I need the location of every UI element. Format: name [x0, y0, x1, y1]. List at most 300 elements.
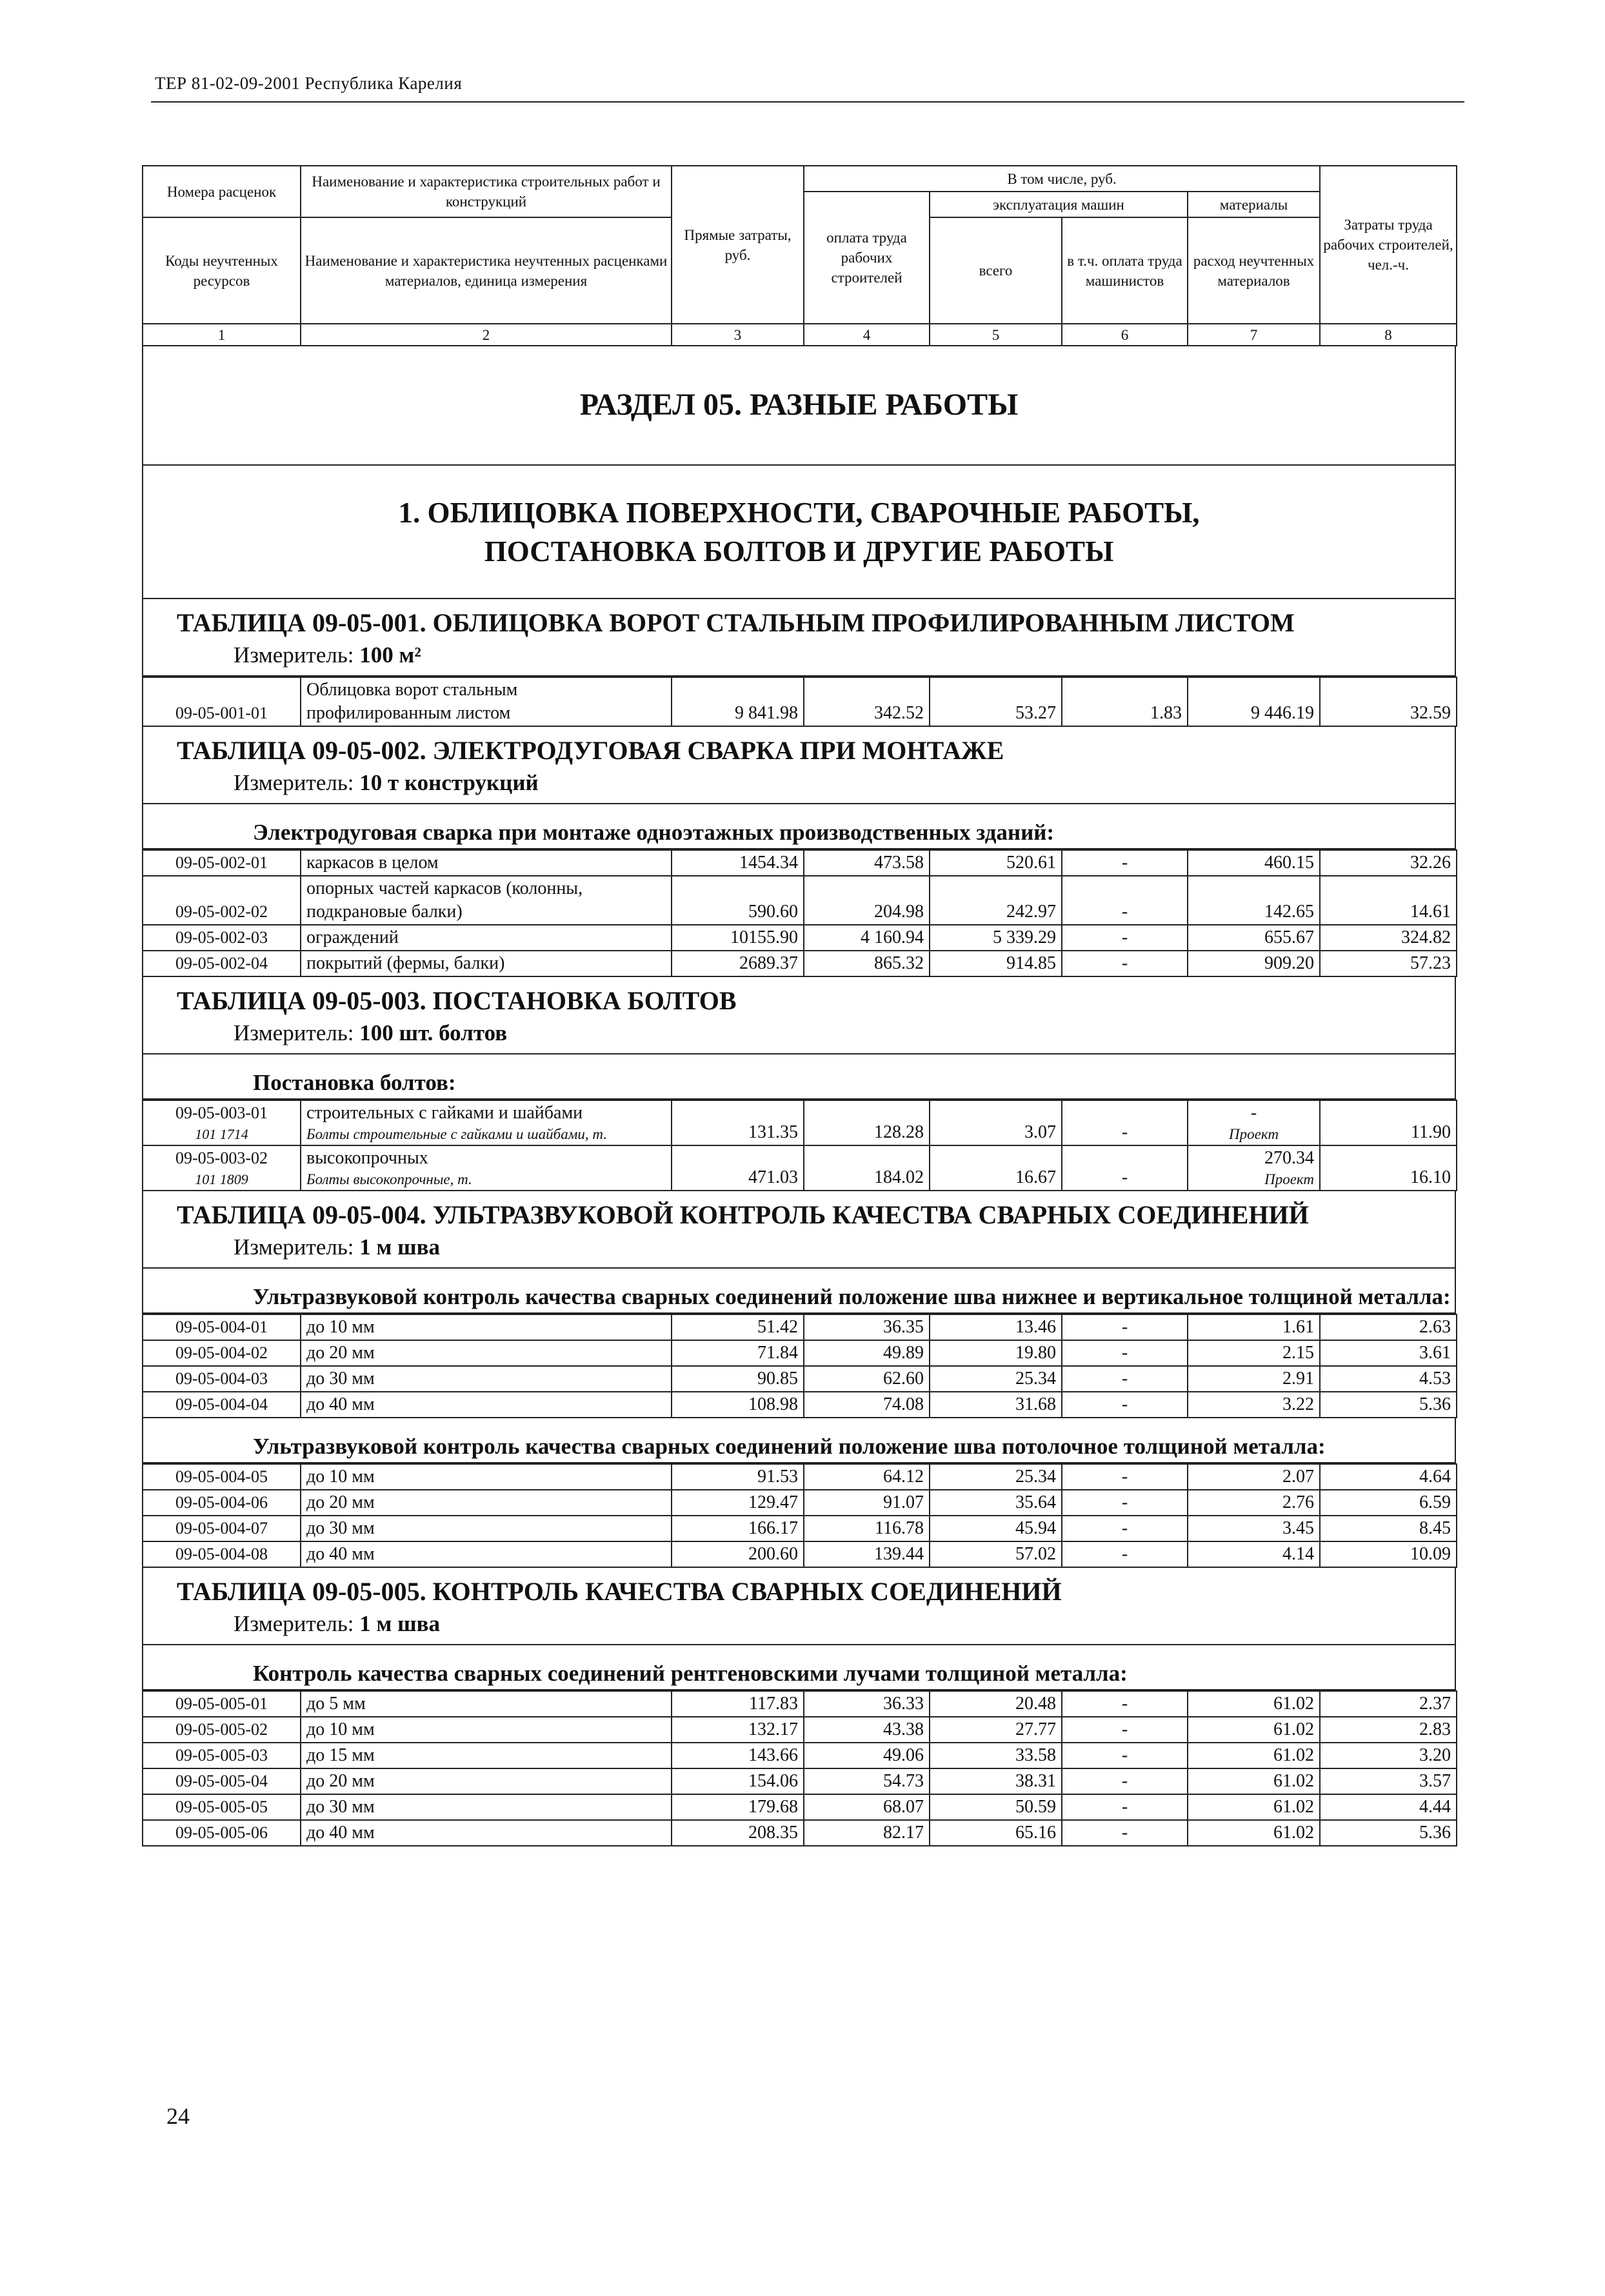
- work-name-value: опорных частей каркасов (колонны, подкрановые балки): [306, 878, 583, 922]
- worker-wages-value: 68.07: [883, 1797, 924, 1817]
- header-col3: Прямые затраты, руб.: [672, 166, 804, 324]
- work-name: [301, 925, 672, 951]
- work-name: [301, 850, 672, 876]
- direct-costs: [672, 1820, 804, 1846]
- machinist-wages-value: -: [1121, 953, 1128, 973]
- work-name-value: до 20 мм: [306, 1771, 375, 1791]
- work-name: [301, 677, 672, 726]
- machinist-wages-value: -: [1121, 1544, 1128, 1564]
- labor-hours-value: 4.44: [1419, 1797, 1451, 1817]
- labor-hours: [1320, 850, 1457, 876]
- worker-wages-value: 865.32: [874, 953, 924, 973]
- rate-code: [143, 1691, 301, 1717]
- worker-wages: [804, 1464, 930, 1490]
- work-name-value: до 10 мм: [306, 1317, 375, 1337]
- rate-code-value: 09-05-004-06: [175, 1493, 268, 1512]
- meter-label: Измеритель:: [234, 1611, 354, 1636]
- work-name: [301, 1516, 672, 1541]
- subsection-title: [142, 466, 1456, 599]
- machine-costs-value: 25.34: [1015, 1369, 1056, 1389]
- machine-costs-value: 5 339.29: [993, 927, 1056, 947]
- table-row: [143, 876, 1457, 925]
- machinist-wages: [1062, 1100, 1188, 1145]
- table-row: [143, 1392, 1457, 1418]
- machinist-wages: [1062, 1464, 1188, 1490]
- table-row: [143, 1464, 1457, 1490]
- rate-code-value: 09-05-005-03: [175, 1746, 268, 1765]
- meter-line: [142, 1231, 1456, 1269]
- labor-hours-value: 2.37: [1419, 1694, 1451, 1714]
- labor-hours: [1320, 1490, 1457, 1516]
- rate-code-value: 09-05-005-02: [175, 1720, 268, 1739]
- section-title: РАЗДЕЛ 05. РАЗНЫЕ РАБОТЫ: [142, 345, 1456, 466]
- header-group: В том числе, руб.: [804, 166, 1320, 192]
- labor-hours: [1320, 1100, 1457, 1145]
- table-row: [143, 1768, 1457, 1794]
- direct-costs: [672, 1794, 804, 1820]
- machinist-wages: [1062, 951, 1188, 976]
- meter-label: Измеритель:: [234, 1234, 354, 1260]
- direct-costs: [672, 1743, 804, 1768]
- machine-costs: [930, 1768, 1062, 1794]
- machine-costs: [930, 925, 1062, 951]
- work-name-value: до 10 мм: [306, 1467, 375, 1487]
- material-costs-value: 61.02: [1273, 1771, 1314, 1791]
- worker-wages-value: 74.08: [883, 1394, 924, 1414]
- group-heading: Контроль качества сварных соединений рентгеновскими лучами толщиной металла:: [142, 1645, 1456, 1690]
- labor-hours: [1320, 1464, 1457, 1490]
- meter-line: [142, 639, 1456, 677]
- machine-costs: [930, 1717, 1062, 1743]
- material-costs: [1188, 876, 1320, 925]
- rate-code: [143, 1366, 301, 1392]
- header-num: 4: [804, 324, 930, 346]
- running-head: ТЕР 81-02-09-2001 Республика Карелия: [155, 74, 463, 93]
- rate-code: [143, 1768, 301, 1794]
- worker-wages: [804, 1366, 930, 1392]
- rate-code: [143, 1490, 301, 1516]
- work-name-value: высокопрочных: [306, 1148, 428, 1168]
- labor-hours-value: 11.90: [1411, 1122, 1451, 1142]
- labor-hours-value: 2.63: [1419, 1317, 1451, 1337]
- material-costs: [1188, 1366, 1320, 1392]
- work-name-value: ограждений: [306, 927, 399, 947]
- rates-table: [142, 849, 1457, 977]
- work-name-value: до 20 мм: [306, 1492, 375, 1512]
- material-costs-value: 142.65: [1264, 902, 1314, 922]
- worker-wages: [804, 1794, 930, 1820]
- worker-wages: [804, 1691, 930, 1717]
- work-name: [301, 1768, 672, 1794]
- direct-costs: [672, 1392, 804, 1418]
- labor-hours-value: 2.83: [1419, 1719, 1451, 1739]
- rate-code-value: 09-05-004-08: [175, 1545, 268, 1563]
- rate-code-value: 09-05-003-02: [175, 1149, 268, 1167]
- machine-costs-value: 57.02: [1015, 1544, 1056, 1564]
- table-title: ТАБЛИЦА 09-05-001. ОБЛИЦОВКА ВОРОТ СТАЛЬНЫМ ПРОФИЛИРОВАННЫМ ЛИСТОМ: [142, 599, 1456, 639]
- labor-hours: [1320, 876, 1457, 925]
- rate-code-value: 09-05-001-01: [175, 704, 268, 722]
- header-col1-bottom: Коды неучтенных ресурсов: [143, 217, 301, 324]
- subsection-title-text: 1. ОБЛИЦОВКА ПОВЕРХНОСТИ, СВАРОЧНЫЕ РАБОТЫ, ПОСТАНОВКА БОЛТОВ И ДРУГИЕ РАБОТЫ: [398, 496, 1200, 568]
- machinist-wages-value: -: [1121, 1518, 1128, 1538]
- table-title: ТАБЛИЦА 09-05-004. УЛЬТРАЗВУКОВОЙ КОНТРОЛЬ КАЧЕСТВА СВАРНЫХ СОЕДИНЕНИЙ: [142, 1191, 1456, 1231]
- table-row: [143, 1490, 1457, 1516]
- labor-hours: [1320, 1717, 1457, 1743]
- direct-costs: [672, 1717, 804, 1743]
- header-col1-top: Номера расценок: [143, 166, 301, 217]
- material-costs-value: 909.20: [1264, 953, 1314, 973]
- meter-line: [142, 1608, 1456, 1645]
- worker-wages-value: 49.89: [883, 1343, 924, 1363]
- direct-costs: [672, 951, 804, 976]
- material-costs: [1188, 1768, 1320, 1794]
- machine-costs: [930, 677, 1062, 726]
- direct-costs: [672, 1464, 804, 1490]
- material-costs: [1188, 1794, 1320, 1820]
- machine-costs-value: 53.27: [1015, 703, 1056, 723]
- direct-costs-value: 90.85: [757, 1369, 798, 1389]
- machine-costs: [930, 1820, 1062, 1846]
- table-row: [143, 1366, 1457, 1392]
- table-row: [143, 1314, 1457, 1340]
- labor-hours: [1320, 925, 1457, 951]
- machine-costs: [930, 1314, 1062, 1340]
- direct-costs: [672, 1490, 804, 1516]
- machine-costs-value: 914.85: [1006, 953, 1056, 973]
- work-name: [301, 1743, 672, 1768]
- work-name: [301, 1717, 672, 1743]
- material-costs: [1188, 951, 1320, 976]
- machine-costs-value: 242.97: [1006, 902, 1056, 922]
- rate-code-value: 09-05-005-04: [175, 1772, 268, 1790]
- work-name-value: до 30 мм: [306, 1518, 375, 1538]
- work-name: [301, 1490, 672, 1516]
- material-costs-value: 61.02: [1273, 1745, 1314, 1765]
- material-costs: [1188, 850, 1320, 876]
- machinist-wages: [1062, 1392, 1188, 1418]
- labor-hours-value: 4.53: [1419, 1369, 1451, 1389]
- rate-code-value: 09-05-005-05: [175, 1797, 268, 1816]
- machine-costs-value: 33.58: [1015, 1745, 1056, 1765]
- worker-wages: [804, 1541, 930, 1567]
- machine-costs-value: 25.34: [1015, 1467, 1056, 1487]
- worker-wages: [804, 1743, 930, 1768]
- rate-code: [143, 850, 301, 876]
- table-row: [143, 677, 1457, 726]
- table-row: [143, 1340, 1457, 1366]
- material-costs-value: 4.14: [1282, 1544, 1314, 1564]
- resource-code: 101 1809: [195, 1171, 248, 1187]
- machine-costs: [930, 1516, 1062, 1541]
- direct-costs: [672, 1314, 804, 1340]
- direct-costs-value: 132.17: [748, 1719, 798, 1739]
- rate-code-value: 09-05-003-01: [175, 1103, 268, 1122]
- material-costs: [1188, 1516, 1320, 1541]
- worker-wages: [804, 1100, 930, 1145]
- header-col2-top: Наименование и характеристика строительных работ и конструкций: [301, 166, 672, 217]
- meter-label: Измеритель:: [234, 770, 354, 795]
- worker-wages-value: 91.07: [883, 1492, 924, 1512]
- labor-hours-value: 16.10: [1410, 1167, 1451, 1187]
- material-costs: [1188, 1340, 1320, 1366]
- material-costs: [1188, 1717, 1320, 1743]
- worker-wages-value: 139.44: [874, 1544, 924, 1564]
- labor-hours-value: 6.59: [1419, 1492, 1451, 1512]
- header-materials: материалы: [1188, 192, 1320, 217]
- machinist-wages-value: -: [1121, 1167, 1128, 1187]
- work-name-value: до 15 мм: [306, 1745, 375, 1765]
- rate-code: [143, 1541, 301, 1567]
- meter-line: [142, 1017, 1456, 1054]
- work-name: [301, 1314, 672, 1340]
- machine-costs: [930, 1541, 1062, 1567]
- machinist-wages: [1062, 1717, 1188, 1743]
- table-row: [143, 1541, 1457, 1567]
- machinist-wages-value: -: [1121, 902, 1128, 922]
- table-row: [143, 1145, 1457, 1191]
- machine-costs: [930, 951, 1062, 976]
- worker-wages: [804, 1820, 930, 1846]
- worker-wages-value: 36.35: [883, 1317, 924, 1337]
- direct-costs-value: 143.66: [748, 1745, 798, 1765]
- worker-wages-value: 128.28: [874, 1122, 924, 1142]
- table-row: [143, 1100, 1457, 1145]
- worker-wages: [804, 951, 930, 976]
- machine-costs-value: 45.94: [1015, 1518, 1056, 1538]
- worker-wages-value: 184.02: [874, 1167, 924, 1187]
- worker-wages: [804, 677, 930, 726]
- header-col7: расход неучтенных материалов: [1188, 217, 1320, 324]
- machinist-wages-value: -: [1121, 1369, 1128, 1389]
- work-name: [301, 1691, 672, 1717]
- group-heading: Постановка болтов:: [142, 1054, 1456, 1100]
- material-costs-value: 2.76: [1282, 1492, 1314, 1512]
- direct-costs-value: 2689.37: [739, 953, 798, 973]
- rate-code: [143, 1794, 301, 1820]
- material-costs: [1188, 1100, 1320, 1145]
- machinist-wages: [1062, 1541, 1188, 1567]
- machinist-wages: [1062, 1794, 1188, 1820]
- table-title: ТАБЛИЦА 09-05-005. КОНТРОЛЬ КАЧЕСТВА СВАРНЫХ СОЕДИНЕНИЙ: [142, 1568, 1456, 1608]
- direct-costs-value: 9 841.98: [735, 703, 798, 723]
- machine-costs: [930, 1691, 1062, 1717]
- direct-costs: [672, 1366, 804, 1392]
- header-num: 2: [301, 324, 672, 346]
- work-name: [301, 876, 672, 925]
- worker-wages: [804, 925, 930, 951]
- rate-code: [143, 1820, 301, 1846]
- rate-code: [143, 925, 301, 951]
- direct-costs-value: 179.68: [748, 1797, 798, 1817]
- labor-hours: [1320, 1340, 1457, 1366]
- machine-costs: [930, 1743, 1062, 1768]
- work-name: [301, 951, 672, 976]
- machine-costs: [930, 1366, 1062, 1392]
- worker-wages-value: 204.98: [874, 902, 924, 922]
- labor-hours: [1320, 1516, 1457, 1541]
- worker-wages: [804, 1145, 930, 1191]
- material-costs-value: 9 446.19: [1251, 703, 1314, 723]
- group-heading: Ультразвуковой контроль качества сварных соединений положение шва потолочное толщиной металла:: [142, 1418, 1456, 1463]
- work-name-value: до 40 мм: [306, 1394, 375, 1414]
- table-title: ТАБЛИЦА 09-05-002. ЭЛЕКТРОДУГОВАЯ СВАРКА ПРИ МОНТАЖЕ: [142, 727, 1456, 767]
- direct-costs: [672, 1145, 804, 1191]
- rates-table: [142, 1463, 1457, 1568]
- material-costs: [1188, 1820, 1320, 1846]
- resource-name: Болты высокопрочные, т.: [306, 1171, 472, 1187]
- meter-value: 1 м шва: [359, 1234, 441, 1260]
- meter-line: [142, 767, 1456, 804]
- work-name-value: до 30 мм: [306, 1797, 375, 1817]
- machine-costs: [930, 1100, 1062, 1145]
- work-name: [301, 1366, 672, 1392]
- direct-costs-value: 129.47: [748, 1492, 798, 1512]
- header-num: 5: [930, 324, 1062, 346]
- machinist-wages: [1062, 925, 1188, 951]
- direct-costs-value: 117.83: [749, 1694, 798, 1714]
- work-name: [301, 1145, 672, 1191]
- material-costs-value: 655.67: [1264, 927, 1314, 947]
- table-row: [143, 1794, 1457, 1820]
- meter-value: 100 м²: [359, 642, 421, 668]
- direct-costs: [672, 1768, 804, 1794]
- worker-wages: [804, 1717, 930, 1743]
- worker-wages: [804, 1516, 930, 1541]
- material-costs: [1188, 1392, 1320, 1418]
- direct-costs-value: 131.35: [748, 1122, 798, 1142]
- machinist-wages: [1062, 1516, 1188, 1541]
- labor-hours: [1320, 1794, 1457, 1820]
- machinist-wages: [1062, 850, 1188, 876]
- table-row: [143, 1516, 1457, 1541]
- rate-code-value: 09-05-002-01: [175, 853, 268, 872]
- work-name: [301, 1464, 672, 1490]
- column-header-table: [142, 165, 1457, 346]
- material-costs-value: 2.15: [1282, 1343, 1314, 1363]
- work-name-value: до 10 мм: [306, 1719, 375, 1739]
- machine-costs-value: 35.64: [1015, 1492, 1056, 1512]
- machinist-wages-value: -: [1121, 1745, 1128, 1765]
- labor-hours-value: 8.45: [1419, 1518, 1451, 1538]
- header-col8: Затраты труда рабочих строителей, чел.-ч.: [1320, 166, 1457, 324]
- material-costs: [1188, 1490, 1320, 1516]
- worker-wages: [804, 1314, 930, 1340]
- machinist-wages-value: -: [1121, 1719, 1128, 1739]
- material-costs-value: 2.07: [1282, 1467, 1314, 1487]
- meter-label: Измеритель:: [234, 1020, 354, 1045]
- machinist-wages-value: -: [1121, 1122, 1128, 1142]
- machinist-wages-value: 1.83: [1150, 703, 1182, 723]
- labor-hours-value: 3.57: [1419, 1771, 1451, 1791]
- labor-hours: [1320, 1541, 1457, 1567]
- rate-code: [143, 1100, 301, 1145]
- labor-hours: [1320, 1314, 1457, 1340]
- main-content: [142, 345, 1456, 1846]
- work-name-value: до 30 мм: [306, 1369, 375, 1389]
- group-heading: Электродуговая сварка при монтаже одноэтажных производственных зданий:: [142, 804, 1456, 849]
- labor-hours-value: 32.59: [1410, 703, 1451, 723]
- machine-costs: [930, 876, 1062, 925]
- page-number: 24: [166, 2103, 190, 2129]
- direct-costs-value: 154.06: [748, 1771, 798, 1791]
- labor-hours: [1320, 1768, 1457, 1794]
- machinist-wages-value: -: [1121, 1797, 1128, 1817]
- work-name-value: до 5 мм: [306, 1694, 366, 1714]
- direct-costs: [672, 677, 804, 726]
- material-costs-value: 3.45: [1282, 1518, 1314, 1538]
- labor-hours: [1320, 951, 1457, 976]
- machinist-wages: [1062, 876, 1188, 925]
- machinist-wages-value: -: [1121, 1317, 1128, 1337]
- header-num: 8: [1320, 324, 1457, 346]
- header-rule: [151, 101, 1464, 103]
- labor-hours: [1320, 1145, 1457, 1191]
- machinist-wages-value: -: [1121, 1492, 1128, 1512]
- material-costs: [1188, 1145, 1320, 1191]
- rate-code-value: 09-05-004-02: [175, 1343, 268, 1362]
- work-name: [301, 1100, 672, 1145]
- table-row: [143, 1717, 1457, 1743]
- machinist-wages: [1062, 1145, 1188, 1191]
- machinist-wages: [1062, 1768, 1188, 1794]
- labor-hours: [1320, 677, 1457, 726]
- rate-code: [143, 876, 301, 925]
- machinist-wages: [1062, 677, 1188, 726]
- material-costs-value: 3.22: [1282, 1394, 1314, 1414]
- table-title: ТАБЛИЦА 09-05-003. ПОСТАНОВКА БОЛТОВ: [142, 977, 1456, 1017]
- header-col5: всего: [930, 217, 1062, 324]
- rate-code: [143, 1340, 301, 1366]
- worker-wages: [804, 876, 930, 925]
- machine-costs-value: 520.61: [1006, 853, 1056, 873]
- material-costs-value: 460.15: [1264, 853, 1314, 873]
- labor-hours-value: 3.20: [1419, 1745, 1451, 1765]
- labor-hours-value: 5.36: [1419, 1823, 1451, 1843]
- machine-costs-value: 20.48: [1015, 1694, 1056, 1714]
- worker-wages-value: 64.12: [883, 1467, 924, 1487]
- rate-code-value: 09-05-002-02: [175, 902, 268, 921]
- material-costs: [1188, 925, 1320, 951]
- machine-costs-value: 27.77: [1015, 1719, 1056, 1739]
- work-name: [301, 1794, 672, 1820]
- machine-costs-value: 19.80: [1015, 1343, 1056, 1363]
- material-costs-value: 270.34: [1264, 1148, 1314, 1168]
- rate-code-value: 09-05-004-05: [175, 1467, 268, 1486]
- labor-hours: [1320, 1820, 1457, 1846]
- rate-code-value: 09-05-004-07: [175, 1519, 268, 1538]
- resource-consumption: Проект: [1229, 1126, 1279, 1142]
- meter-value: 10 т конструкций: [359, 770, 539, 795]
- rate-code: [143, 1314, 301, 1340]
- worker-wages-value: 54.73: [883, 1771, 924, 1791]
- material-costs-value: 61.02: [1273, 1694, 1314, 1714]
- machinist-wages: [1062, 1820, 1188, 1846]
- worker-wages-value: 49.06: [883, 1745, 924, 1765]
- rate-code: [143, 951, 301, 976]
- direct-costs: [672, 1100, 804, 1145]
- machinist-wages-value: -: [1121, 1467, 1128, 1487]
- machine-costs: [930, 1392, 1062, 1418]
- work-name-value: Облицовка ворот стальным профилированным листом: [306, 680, 518, 723]
- machinist-wages: [1062, 1366, 1188, 1392]
- work-name: [301, 1340, 672, 1366]
- rate-code-value: 09-05-002-04: [175, 954, 268, 973]
- rate-code: [143, 1717, 301, 1743]
- machine-costs: [930, 1464, 1062, 1490]
- header-col4: оплата труда рабочих строителей: [804, 192, 930, 324]
- material-costs: [1188, 1743, 1320, 1768]
